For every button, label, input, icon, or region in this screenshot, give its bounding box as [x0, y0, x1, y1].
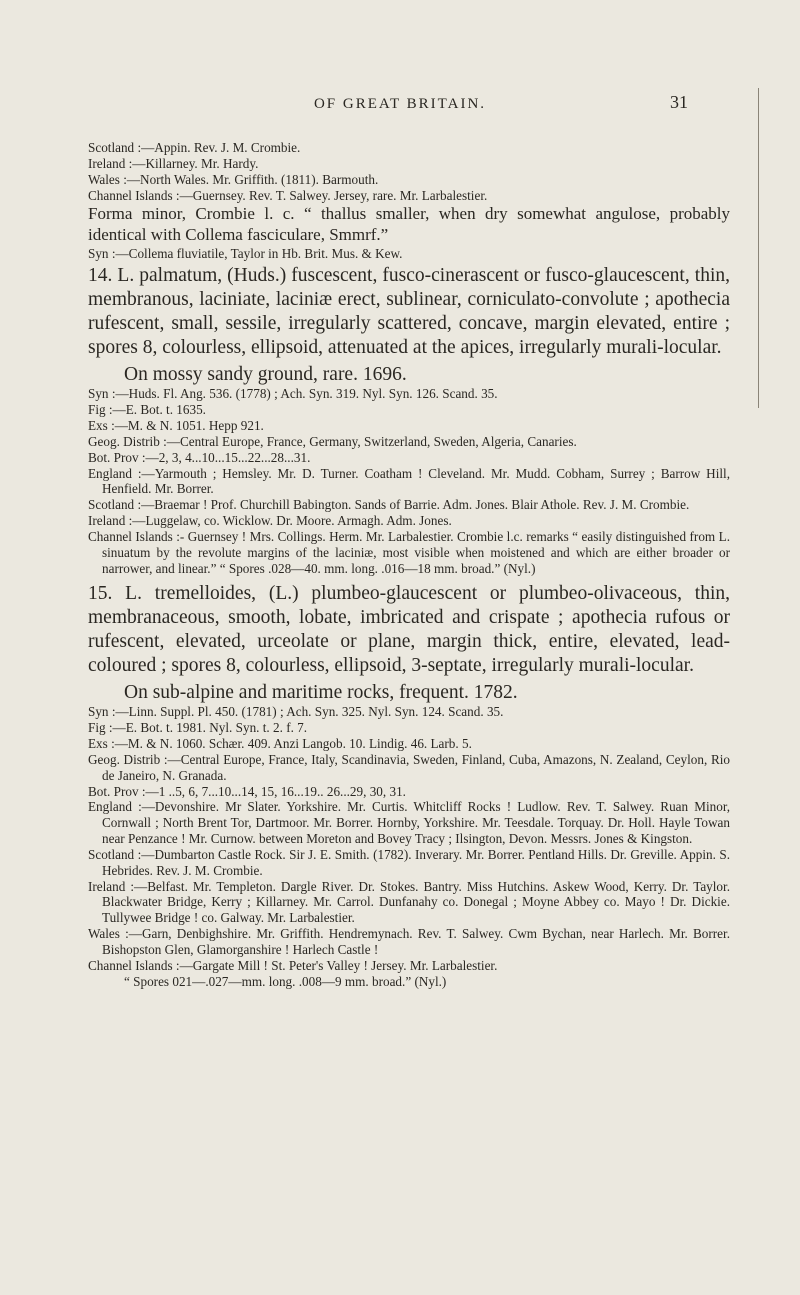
paragraph-geog15: Geog. Distrib :—Central Europe, France, Italy, Scandinavia, Sweden, Finland, Cuba, Amazons, N. Zealand, Ceylon, Rio de Janeiro, N. Granada.: [88, 751, 730, 783]
paragraph-syn15: Syn :—Linn. Suppl. Pl. 450. (1781) ; Ach. Syn. 325. Nyl. Syn. 124. Scand. 35.: [88, 704, 504, 720]
paragraph-hab14: On mossy sandy ground, rare. 1696.: [124, 363, 407, 385]
paragraph-ch1: Channel Islands :—Guernsey. Rev. T. Salwey. Jersey, rare. Mr. Larbalestier.: [88, 187, 488, 203]
paragraph-sp15: 15. L. tremelloides, (L.) plumbeo-glaucescent or plumbeo-olivaceous, thin, membranaceous, smooth, lobate, imbricated and crispate ; apothecia rufous or rufescent, elevated, urceolate or plane, margin thick, entire, elevated, lead-coloured ; spores 8, colourless, ellipsoid, 3-septate, irregularly murali-locular.: [88, 583, 730, 676]
paragraph-hab15: On sub-alpine and maritime rocks, frequent. 1782.: [124, 681, 518, 703]
paragraph-forma: Forma minor, Crombie l. c. “ thallus smaller, when dry somewhat angulose, probably identical with Collema fasciculare, Smmrf.”: [88, 204, 730, 245]
paragraph-ch14: Channel Islands :- Guernsey ! Mrs. Collings. Herm. Mr. Larbalestier. Crombie l.c. remarks “ easily distinguished from L. sinuatum by the revolute margins of the laciniæ, most visible when moistened and which are either broader or narrower, and linear.” “ Spores .028—40. mm. long. .016—18 mm. broad.” (Nyl.): [88, 528, 730, 576]
paragraph-ire14: Ireland :—Luggelaw, co. Wicklow. Dr. Moore. Armagh. Adm. Jones.: [88, 513, 452, 529]
paragraph-geog14: Geog. Distrib :—Central Europe, France, Germany, Switzerland, Sweden, Algeria, Canaries.: [88, 433, 577, 449]
paragraph-bot15: Bot. Prov :—1 ..5, 6, 7...10...14, 15, 16...19.. 26...29, 30, 31.: [88, 783, 406, 799]
paragraph-eng15: England :—Devonshire. Mr Slater. Yorkshire. Mr. Curtis. Whitcliff Rocks ! Ludlow. Rev. T. Salwey. Ruan Minor, Cornwall ; North Brent Tor, Dartmoor. Mr. Borrer. Hornby, Yorkshire. Mr. Teesdale. Torquay. Dr. Holl. Hayle Towan near Penzance ! Mr. Curnow. between Moreton and Bovey Tracy ; Ilsington, Devon. Messrs. Jones & Kingston.: [88, 799, 730, 847]
paragraph-fig15: Fig :—E. Bot. t. 1981. Nyl. Syn. t. 2. f. 7.: [88, 720, 308, 736]
paragraph-ch15: Channel Islands :—Gargate Mill ! St. Peter's Valley ! Jersey. Mr. Larbalestier.: [88, 957, 498, 973]
paragraph-scot15: Scotland :—Dumbarton Castle Rock. Sir J. E. Smith. (1782). Inverary. Mr. Borrer. Pentland Hills. Dr. Greville. Appin. S. Hebrides. Rev. J. M. Crombie.: [88, 846, 730, 878]
paragraph-ire15: Ireland :—Belfast. Mr. Templeton. Dargle River. Dr. Stokes. Bantry. Miss Hutchins. Askew Wood, Kerry. Dr. Taylor. Blackwater Bridge, Kerry ; Killarney. Mr. Carrol. Dunfanahy co. Donegal ; Moyne Abbey co. Mayo ! Dr. Dickie. Tullywee Bridge ! co. Galway. Mr. Larbalestier.: [88, 878, 730, 926]
page-body: [88, 140, 730, 990]
paragraph-sp14: 14. L. palmatum, (Huds.) fuscescent, fusco-cinerascent or fusco-glaucescent, thin, membranous, laciniate, laciniæ erect, sublinear, corniculato-convolute ; apothecia rufescent, small, sessile, irregularly scattered, concave, margin elevated, entire ; spores 8, colourless, ellipsoid, attenuated at the apices, irregularly murali-locular.: [88, 265, 730, 358]
paragraph-fig14: Fig :—E. Bot. t. 1635.: [88, 402, 206, 418]
paragraph-scot14: Scotland :—Braemar ! Prof. Churchill Babington. Sands of Barrie. Adm. Jones. Blair Athole. Rev. J. M. Crombie.: [88, 497, 690, 513]
paragraph-wal1: Wales :—North Wales. Mr. Griffith. (1811). Barmouth.: [88, 171, 379, 187]
running-title: OF GREAT BRITAIN.: [313, 96, 487, 112]
paragraph-eng14: England :—Yarmouth ; Hemsley. Mr. D. Turner. Coatham ! Cleveland. Mr. Mudd. Cobham, Surrey ; Barrow Hill, Henfield. Mr. Borrer.: [88, 465, 730, 497]
paragraph-exs15: Exs :—M. & N. 1060. Schær. 409. Anzi Langob. 10. Lindig. 46. Larb. 5.: [88, 736, 472, 751]
paragraph-syn0: Syn :—Collema fluviatile, Taylor in Hb. Brit. Mus. & Kew.: [88, 245, 403, 261]
paragraph-exs14: Exs :—M. & N. 1051. Hepp 921.: [88, 417, 264, 433]
page-number: 31: [670, 92, 688, 112]
paragraph-bot14: Bot. Prov :—2, 3, 4...10...15...22...28...31.: [88, 449, 311, 465]
paragraph-wal15: Wales :—Garn, Denbighshire. Mr. Griffith. Hendremynach. Rev. T. Salwey. Cwm Bychan, near Harlech. Mr. Borrer. Bishopston Glen, Glamorganshire ! Harlech Castle !: [88, 926, 730, 957]
paragraph-spores15: “ Spores 021—.027—mm. long. .008—9 mm. broad.” (Nyl.): [124, 973, 447, 989]
paragraph-syn14: Syn :—Huds. Fl. Ang. 536. (1778) ; Ach. Syn. 319. Nyl. Syn. 126. Scand. 35.: [88, 386, 498, 402]
margin-mark: [758, 88, 779, 408]
paragraph-scot1: Scotland :—Appin. Rev. J. M. Crombie.: [88, 140, 301, 155]
running-head: [0, 88, 800, 118]
paragraph-ire1: Ireland :—Killarney. Mr. Hardy.: [88, 155, 259, 171]
